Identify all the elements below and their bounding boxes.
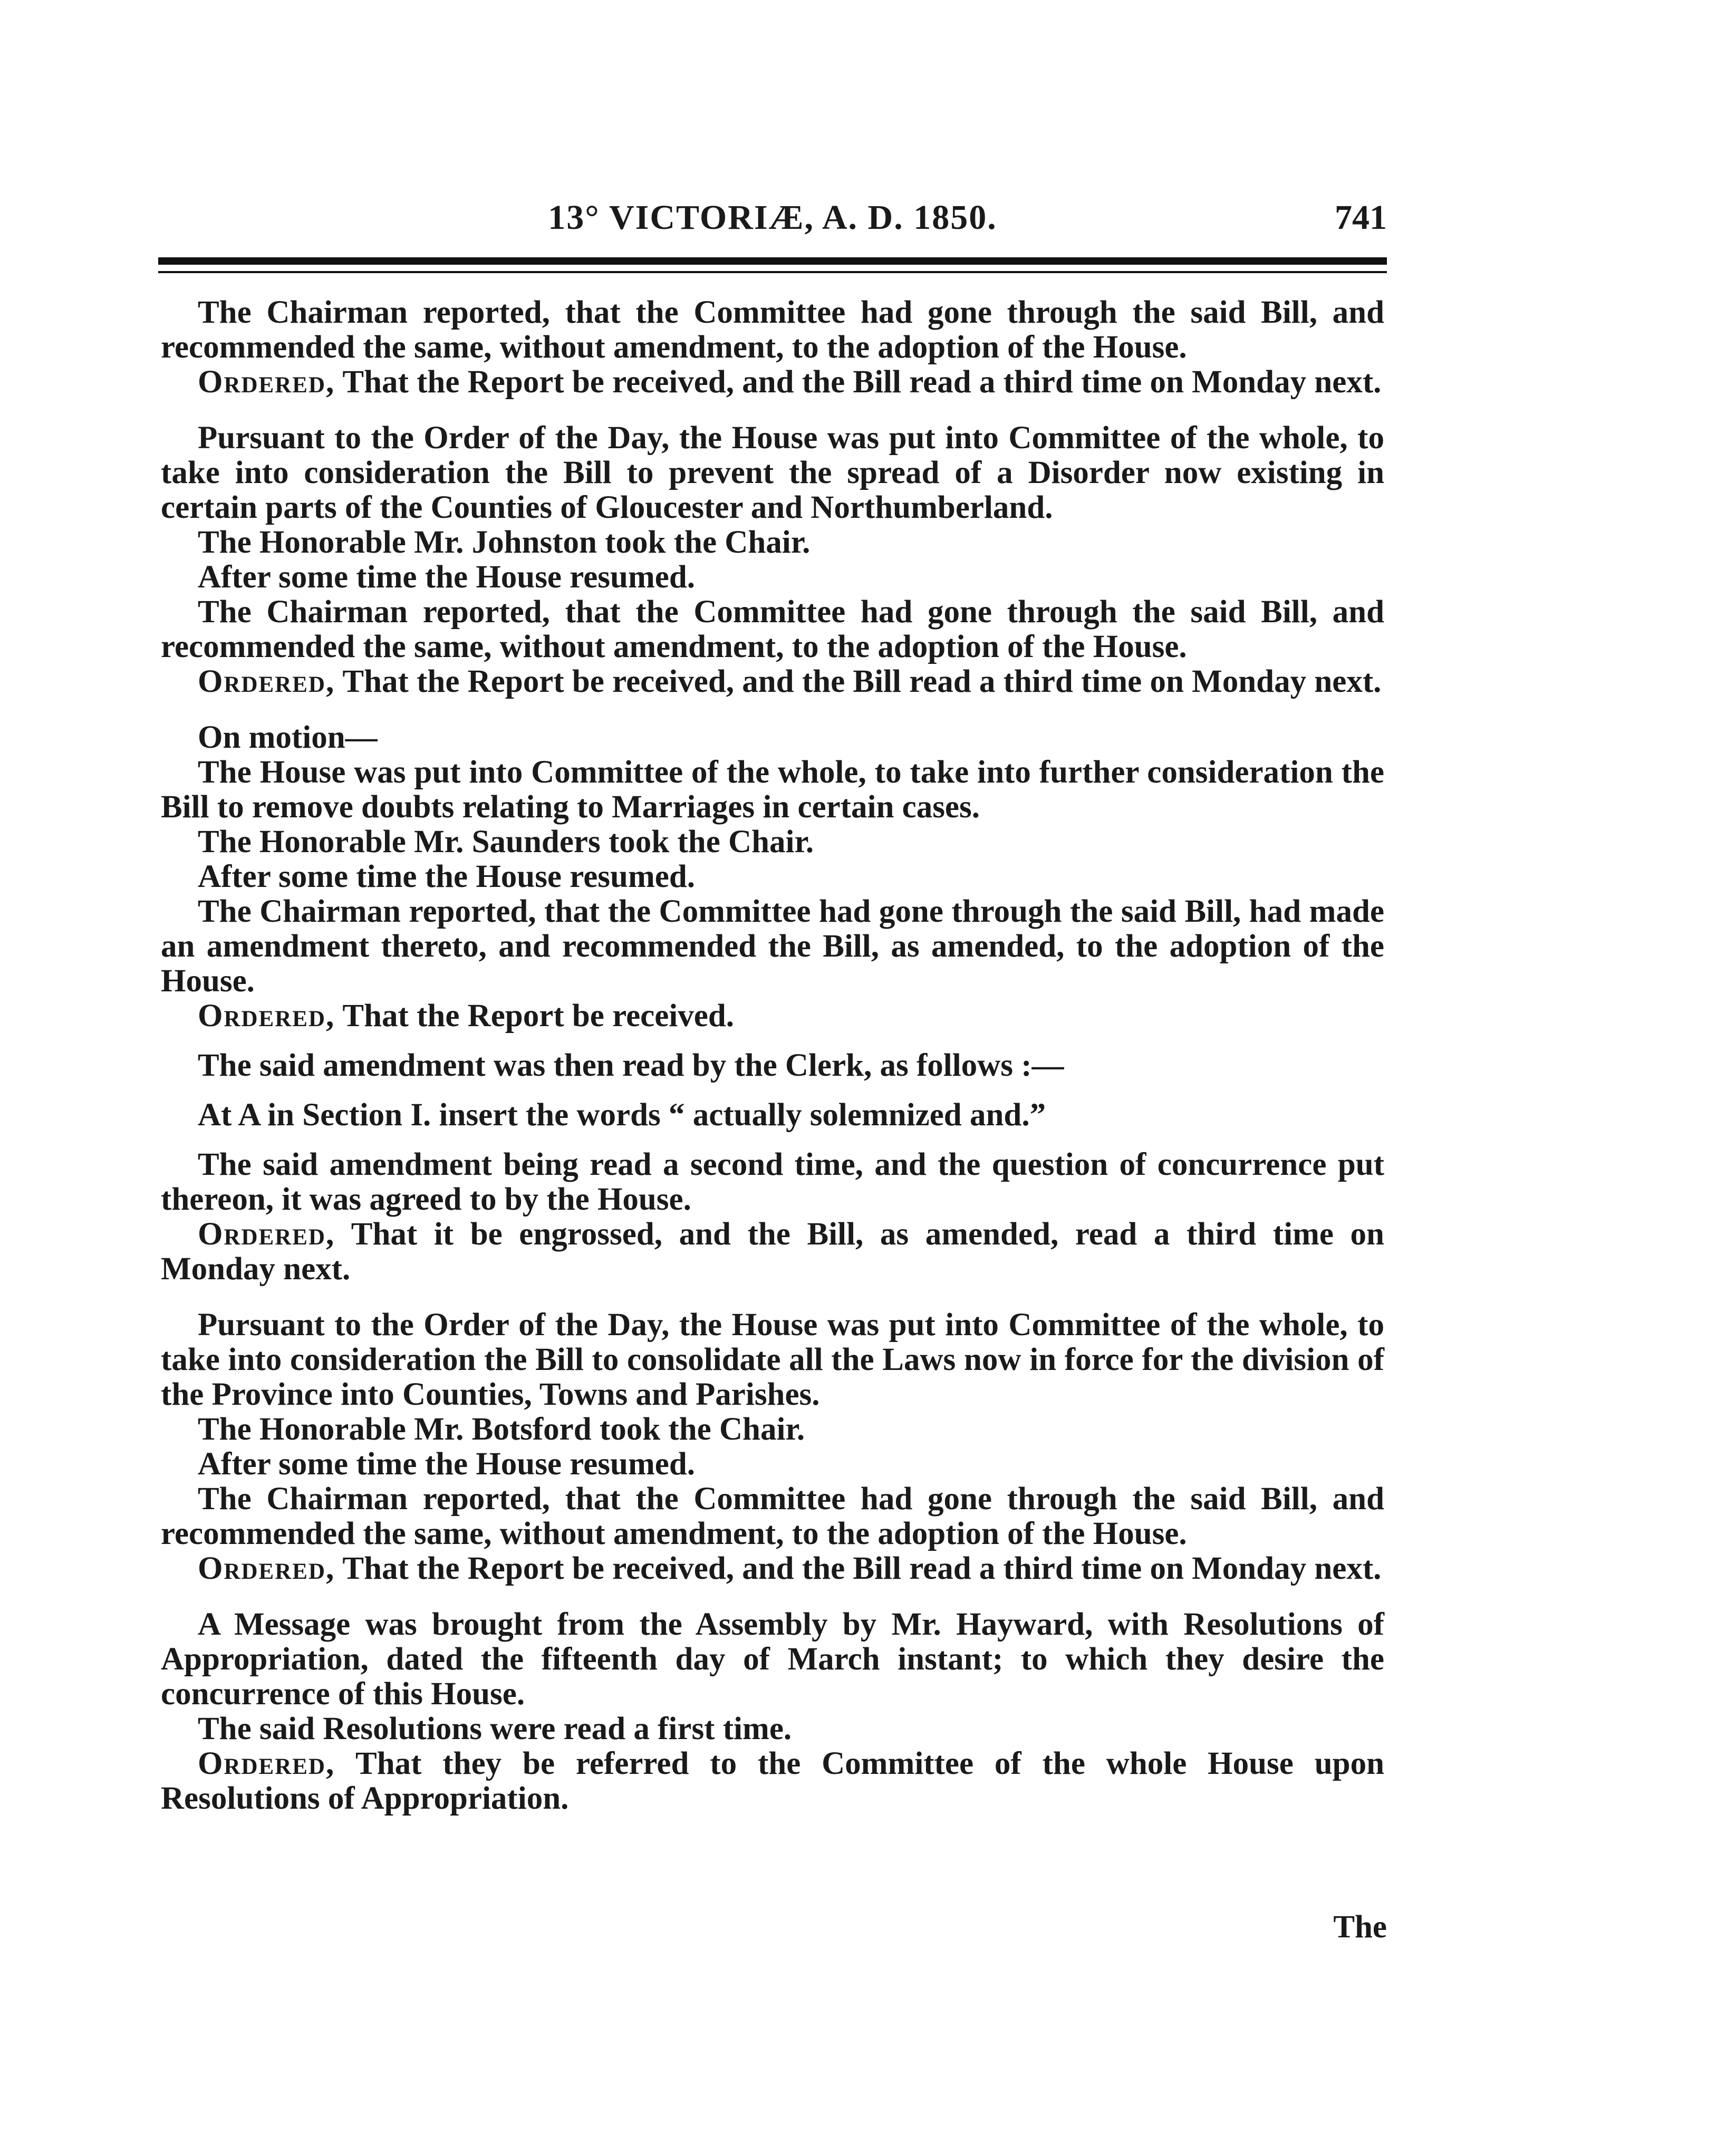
paragraph-text: After some time the House resumed. <box>198 1446 696 1482</box>
running-title: 13° VICTORIÆ, A. D. 1850. <box>548 198 997 237</box>
paragraph <box>161 825 1384 860</box>
paragraph-text: Pursuant to the Order of the Day, the House was put into Committee of the whole, to take into consideration the Bill to consolidate all the Laws now in force for the division of the Province into Counties, Towns and Parishes. <box>161 1307 1384 1412</box>
page-number: 741 <box>1335 198 1387 237</box>
paragraph-text: The Honorable Mr. Botsford took the Chair. <box>198 1412 805 1447</box>
paragraph-text: At A in Section I. insert the words “ actually solemnized and.” <box>198 1097 1046 1133</box>
paragraph-text: After some time the House resumed. <box>198 559 696 595</box>
paragraph-text: On motion— <box>198 720 378 755</box>
paragraph-lead: Ordered, <box>198 1746 335 1781</box>
paragraph <box>161 999 1384 1034</box>
paragraph-text: The said Resolutions were read a first time. <box>198 1711 792 1746</box>
paragraph-text: The Honorable Mr. Saunders took the Chair. <box>198 824 814 860</box>
paragraph <box>161 755 1384 825</box>
header-rule-thin <box>158 271 1387 273</box>
paragraph <box>161 1482 1384 1551</box>
paragraph-text: That the Report be received, and the Bill read a third time on Monday next. <box>335 664 1382 699</box>
paragraph-text: The Honorable Mr. Johnston took the Chair. <box>198 525 811 560</box>
journal-body <box>161 295 1384 1816</box>
running-head <box>158 198 1387 245</box>
paragraph-text: That the Report be received, and the Bill read a third time on Monday next. <box>335 1551 1382 1586</box>
paragraph <box>161 1048 1384 1083</box>
paragraph <box>161 1607 1384 1712</box>
paragraph-text: The said amendment being read a second time, and the question of concurrence put thereon, it was agreed to by the House. <box>161 1147 1384 1217</box>
paragraph-text: The Chairman reported, that the Committee had gone through the said Bill, and recommended the same, without amendment, to the adoption of the House. <box>161 1481 1384 1551</box>
paragraph-lead: Ordered, <box>198 1551 335 1586</box>
paragraph <box>161 1308 1384 1412</box>
paragraph-text: After some time the House resumed. <box>198 859 696 894</box>
paragraph-text: The House was put into Committee of the whole, to take into further consideration the Bill to remove doubts relating to Marriages in certain cases. <box>161 755 1384 825</box>
paragraph-lead: Ordered, <box>198 1217 335 1252</box>
paragraph-lead: Ordered, <box>198 998 335 1034</box>
paragraph <box>161 1098 1384 1133</box>
paragraph-text: Pursuant to the Order of the Day, the House was put into Committee of the whole, to take into consideration the Bill to prevent the spread of a Disorder now existing in certain parts of the Counties of Gloucester and Northumberland. <box>161 420 1384 525</box>
paragraph-lead: Ordered, <box>198 364 335 400</box>
paragraph-text: A Message was brought from the Assembly by Mr. Hayward, with Resolutions of Appropriation, dated the fifteenth day of March instant; to which they desire the concurrence of this House. <box>161 1607 1384 1712</box>
paragraph <box>161 1447 1384 1482</box>
paragraph <box>161 365 1384 400</box>
catchword: The <box>1333 1909 1387 1945</box>
paragraph <box>161 894 1384 999</box>
paragraph-text: That it be engrossed, and the Bill, as amended, read a third time on Monday next. <box>161 1217 1384 1287</box>
paragraph-lead: Ordered, <box>198 664 335 699</box>
paragraph-text: The Chairman reported, that the Committee had gone through the said Bill, had made an amendment thereto, and recommended the Bill, as amended, to the adoption of the House. <box>161 894 1384 999</box>
paragraph <box>161 560 1384 595</box>
paragraph <box>161 525 1384 560</box>
paragraph-text: The Chairman reported, that the Committee had gone through the said Bill, and recommended the same, without amendment, to the adoption of the House. <box>161 295 1384 365</box>
paragraph-text: The Chairman reported, that the Committee had gone through the said Bill, and recommended the same, without amendment, to the adoption of the House. <box>161 594 1384 664</box>
paragraph <box>161 1551 1384 1586</box>
paragraph-text: That the Report be received, and the Bill read a third time on Monday next. <box>335 364 1382 400</box>
paragraph <box>161 1712 1384 1746</box>
paragraph <box>161 860 1384 894</box>
paragraph <box>161 664 1384 699</box>
paragraph <box>161 1217 1384 1287</box>
paragraph-text: That the Report be received. <box>335 998 735 1034</box>
paragraph <box>161 295 1384 365</box>
header-rule-thick <box>158 257 1387 265</box>
paragraph <box>161 1147 1384 1217</box>
paragraph <box>161 595 1384 664</box>
paragraph-text: The said amendment was then read by the Clerk, as follows :— <box>198 1048 1064 1083</box>
paragraph-text: That they be referred to the Committee of the whole House upon Resolutions of Appropriation. <box>161 1746 1384 1816</box>
paragraph <box>161 1746 1384 1816</box>
paragraph <box>161 421 1384 525</box>
paragraph <box>161 720 1384 755</box>
paragraph <box>161 1412 1384 1447</box>
